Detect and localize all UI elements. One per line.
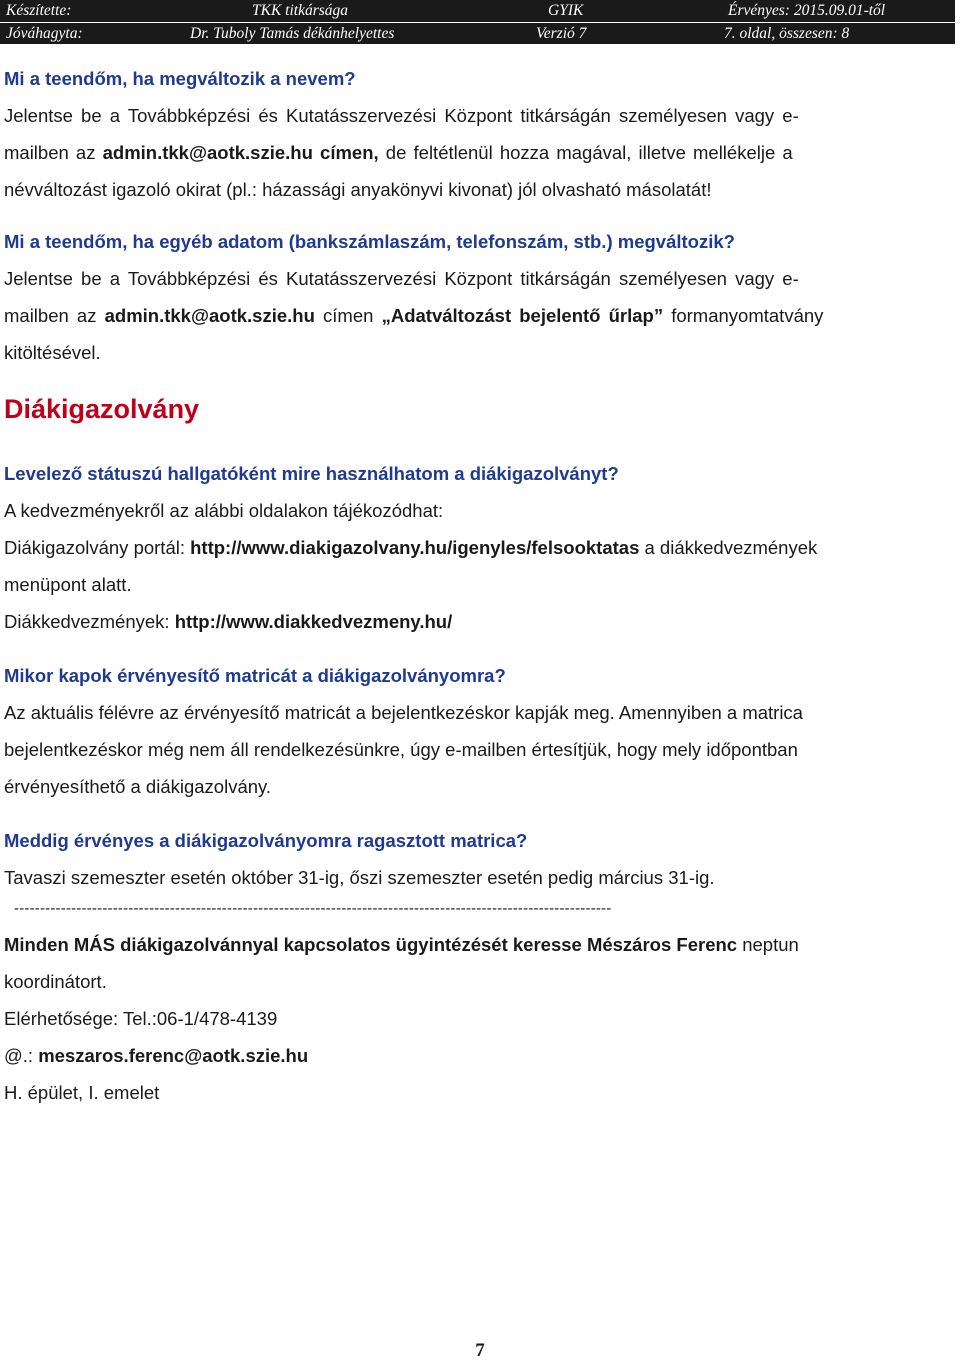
answer-line: kitöltésével. [4, 342, 101, 363]
answer-line: Tavaszi szemeszter esetén október 31-ig, őszi szemeszter esetén pedig március 31-ig. [4, 867, 715, 888]
question-name-change: Mi a teendőm, ha megváltozik a nevem? [4, 68, 356, 89]
document-body [4, 60, 956, 1111]
header-version: Verzió 7 [536, 25, 587, 42]
document-header [0, 0, 955, 44]
header-prepared-by-label: Készítette: [6, 2, 72, 19]
page-number: 7 [475, 1340, 485, 1361]
answer-line: mailben az admin.tkk@aotk.szie.hu címen, de feltétlenül hozza magával, illetve mellékelje a [4, 142, 793, 163]
contact-line: Minden MÁS diákigazolvánnyal kapcsolatos ügyintézését keresse Mészáros Ferenc neptun [4, 934, 799, 955]
contact-email-line: @.: meszaros.ferenc@aotk.szie.hu [4, 1045, 309, 1066]
portal-url-link[interactable]: http://www.diakigazolvany.hu/igenyles/felsooktatas [190, 537, 640, 558]
question-data-change: Mi a teendőm, ha egyéb adatom (bankszámlaszám, telefonszám, stb.) megváltozik? [4, 231, 735, 252]
form-name: „Adatváltozást bejelentő űrlap” [381, 305, 664, 326]
email-link[interactable]: admin.tkk@aotk.szie.hu [102, 142, 313, 163]
answer-line: Jelentse be a Továbbképzési és Kutatásszervezési Központ titkárságán személyesen vagy e- [4, 268, 799, 289]
answer-line: mailben az admin.tkk@aotk.szie.hu címen „Adatváltozást bejelentő űrlap” formanyomtatvány [4, 305, 824, 326]
contact-email-link[interactable]: meszaros.ferenc@aotk.szie.hu [38, 1045, 309, 1066]
section-title: Diákigazolvány [4, 394, 200, 424]
contact-person: Minden MÁS diákigazolvánnyal kapcsolatos ügyintézését keresse Mészáros Ferenc [4, 934, 738, 955]
answer-line: menüpont alatt. [4, 574, 132, 595]
contact-location: H. épület, I. emelet [4, 1082, 160, 1103]
question-validation-sticker: Mikor kapok érvényesítő matricát a diákigazolványomra? [4, 665, 506, 686]
header-row-2 [0, 23, 955, 45]
discounts-url-link[interactable]: http://www.diakkedvezmeny.hu/ [174, 611, 453, 632]
answer-line: névváltozást igazoló okirat (pl.: házassági anyakönyvi kivonat) jól olvasható másolatát! [4, 179, 712, 200]
contact-line: koordinátort. [4, 971, 107, 992]
email-link[interactable]: admin.tkk@aotk.szie.hu [104, 305, 315, 326]
header-approved-by-label: Jóváhagyta: [6, 25, 83, 42]
header-prepared-by-value: TKK titkársága [252, 2, 349, 19]
answer-line: Az aktuális félévre az érvényesítő matricát a bejelentkezéskor kapják meg. Amennyiben a matrica [4, 702, 803, 723]
header-doc-type: GYIK [548, 2, 584, 19]
header-valid-from: Érvényes: 2015.09.01-től [728, 2, 886, 19]
question-correspondence-student: Levelező státuszú hallgatóként mire használhatom a diákigazolványt? [4, 463, 619, 484]
contact-phone: Elérhetősége: Tel.:06-1/478-4139 [4, 1008, 278, 1029]
header-approved-by-value: Dr. Tuboly Tamás dékánhelyettes [190, 25, 395, 42]
answer-line: A kedvezményekről az alábbi oldalakon tájékozódhat: [4, 500, 444, 521]
header-row-1 [0, 0, 955, 22]
header-page-info: 7. oldal, összesen: 8 [724, 25, 850, 42]
answer-line: bejelentkezéskor még nem áll rendelkezésünkre, úgy e-mailben értesítjük, hogy mely időpontban [4, 739, 798, 760]
answer-line: érvényesíthető a diákigazolvány. [4, 776, 272, 797]
question-sticker-validity: Meddig érvényes a diákigazolványomra ragasztott matrica? [4, 830, 528, 851]
answer-line: Jelentse be a Továbbképzési és Kutatásszervezési Központ titkárságán személyesen vagy e- [4, 105, 799, 126]
separator-line: ------------------------------------------------------------------------------------------------------------------- [14, 900, 612, 917]
answer-line: Diákigazolvány portál: http://www.diakigazolvany.hu/igenyles/felsooktatas a diákkedvezmények [4, 537, 818, 558]
answer-line: Diákkedvezmények: http://www.diakkedvezmeny.hu/ [4, 611, 453, 632]
